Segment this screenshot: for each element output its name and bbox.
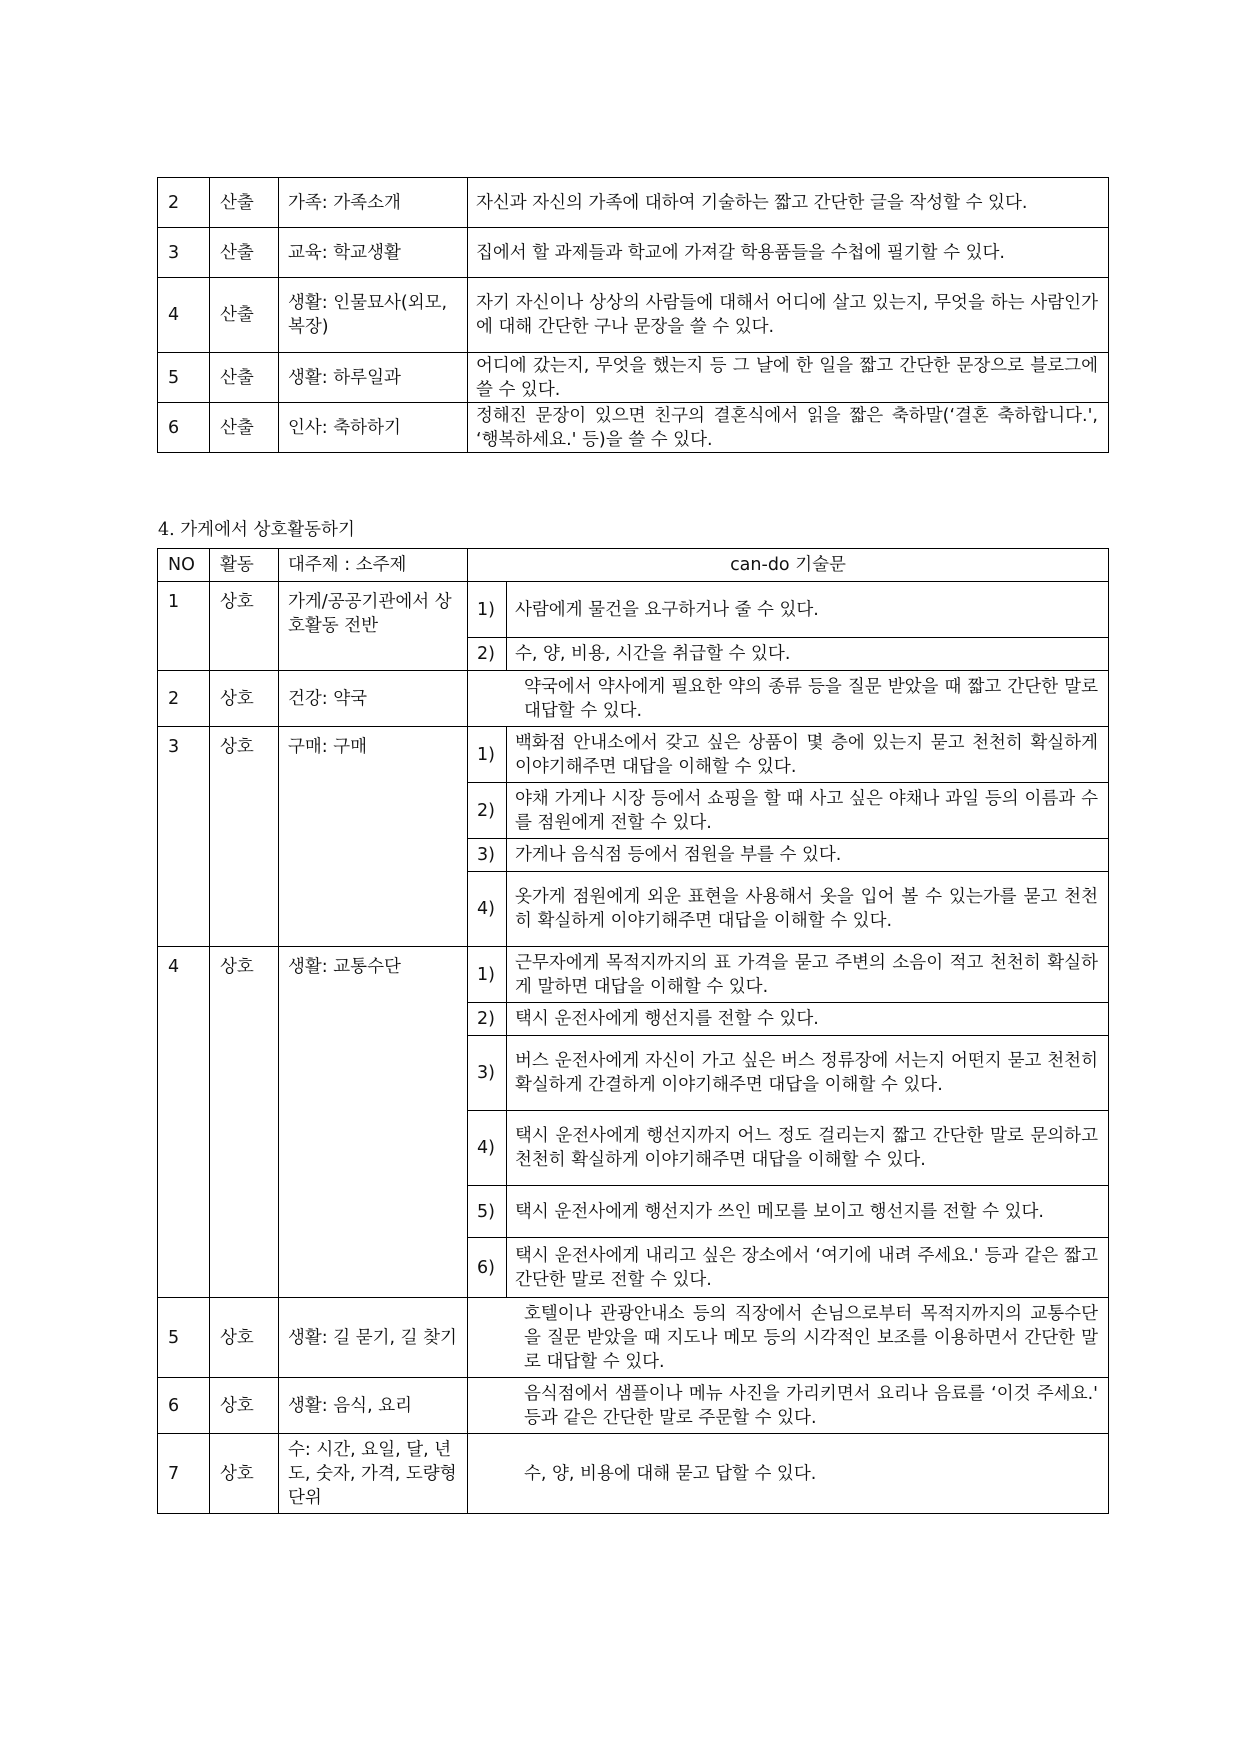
row-topic: 생활: 길 묻기, 길 찾기: [279, 1298, 468, 1378]
item-number: 6): [468, 1238, 507, 1298]
row-topic: 구매: 구매: [279, 727, 468, 947]
row-topic: 건강: 약국: [279, 671, 468, 727]
table-row: [158, 178, 1109, 228]
table-writing-tasks: [157, 177, 1109, 453]
row-topic: 교육: 학교생활: [279, 228, 468, 278]
row-number: 4: [158, 947, 210, 1298]
row-activity: 상호: [210, 671, 279, 727]
item-number: 2): [468, 638, 507, 671]
item-number: 2): [468, 1003, 507, 1036]
row-activity: 산출: [210, 403, 279, 453]
header-no: NO: [158, 549, 210, 582]
table-header-row: [158, 549, 1109, 582]
item-description: 가게나 음식점 등에서 점원을 부를 수 있다.: [507, 839, 1109, 872]
row-number: 4: [158, 278, 210, 353]
row-activity: 상호: [210, 1298, 279, 1378]
item-number: 4): [468, 872, 507, 947]
item-description: 옷가게 점원에게 외운 표현을 사용해서 옷을 입어 볼 수 있는가를 묻고 천천히 확실하게 이야기해주면 대답을 이해할 수 있다.: [507, 872, 1109, 947]
item-number: 4): [468, 1111, 507, 1186]
header-topic: 대주제 : 소주제: [279, 549, 468, 582]
row-activity: 산출: [210, 278, 279, 353]
item-number: 1): [468, 582, 507, 638]
header-description: can-do 기술문: [468, 549, 1109, 582]
row-activity: 상호: [210, 582, 279, 671]
item-description-text: 음식점에서 샘플이나 메뉴 사진을 가리키면서 요리나 음료를 ‘이것 주세요.' 등과 같은 간단한 말로 주문할 수 있다.: [524, 1383, 1098, 1428]
row-number: 5: [158, 353, 210, 403]
item-description: 백화점 안내소에서 갖고 싶은 상품이 몇 층에 있는지 묻고 천천히 확실하게 이야기해주면 대답을 이해할 수 있다.: [507, 727, 1109, 783]
item-description: [468, 1434, 1109, 1514]
item-number: 1): [468, 947, 507, 1003]
row-number: 6: [158, 1378, 210, 1434]
table-row: [158, 582, 1109, 638]
table-row: [158, 1434, 1109, 1514]
row-topic: 수: 시간, 요일, 달, 년도, 숫자, 가격, 도량형단위: [279, 1434, 468, 1514]
row-topic: 가족: 가족소개: [279, 178, 468, 228]
table-row: [158, 1378, 1109, 1434]
table-row: [158, 671, 1109, 727]
row-activity: 상호: [210, 727, 279, 947]
row-topic: 인사: 축하하기: [279, 403, 468, 453]
item-description: 근무자에게 목적지까지의 표 가격을 묻고 주변의 소음이 적고 천천히 확실하게 말하면 대답을 이해할 수 있다.: [507, 947, 1109, 1003]
row-number: 2: [158, 178, 210, 228]
item-description-text: 수, 양, 비용에 대해 묻고 답할 수 있다.: [524, 1463, 817, 1484]
item-number: 1): [468, 727, 507, 783]
item-number: 3): [468, 839, 507, 872]
item-description-text: 약국에서 약사에게 필요한 약의 종류 등을 질문 받았을 때 짧고 간단한 말로 대답할 수 있다.: [524, 676, 1098, 721]
table-row: [158, 228, 1109, 278]
row-topic: 생활: 교통수단: [279, 947, 468, 1298]
row-description: 자기 자신이나 상상의 사람들에 대해서 어디에 살고 있는지, 무엇을 하는 사람인가에 대해 간단한 구나 문장을 쓸 수 있다.: [468, 278, 1109, 353]
row-description: 어디에 갔는지, 무엇을 했는지 등 그 날에 한 일을 짧고 간단한 문장으로 블로그에 쓸 수 있다.: [468, 353, 1109, 403]
item-number: 5): [468, 1186, 507, 1238]
row-description: 집에서 할 과제들과 학교에 가져갈 학용품들을 수첩에 필기할 수 있다.: [468, 228, 1109, 278]
table-store-body: [158, 582, 1109, 1514]
row-number: 3: [158, 727, 210, 947]
row-topic: 생활: 음식, 요리: [279, 1378, 468, 1434]
row-number: 6: [158, 403, 210, 453]
item-description: 버스 운전사에게 자신이 가고 싶은 버스 정류장에 서는지 어떤지 묻고 천천히 확실하게 간결하게 이야기해주면 대답을 이해할 수 있다.: [507, 1036, 1109, 1111]
row-activity: 상호: [210, 1378, 279, 1434]
row-topic: 생활: 인물묘사(외모, 복장): [279, 278, 468, 353]
row-activity: 산출: [210, 353, 279, 403]
item-description: 택시 운전사에게 행선지까지 어느 정도 걸리는지 짧고 간단한 말로 문의하고 천천히 확실하게 이야기해주면 대답을 이해할 수 있다.: [507, 1111, 1109, 1186]
table-store-interaction: [157, 548, 1109, 1514]
item-description: 수, 양, 비용, 시간을 취급할 수 있다.: [507, 638, 1109, 671]
item-description: 택시 운전사에게 내리고 싶은 장소에서 ‘여기에 내려 주세요.' 등과 같은 짧고 간단한 말로 전할 수 있다.: [507, 1238, 1109, 1298]
item-description: 택시 운전사에게 행선지가 쓰인 메모를 보이고 행선지를 전할 수 있다.: [507, 1186, 1109, 1238]
item-description: [468, 1298, 1109, 1378]
table-row: [158, 727, 1109, 783]
table-writing-body: [158, 178, 1109, 453]
row-number: 5: [158, 1298, 210, 1378]
item-number: 2): [468, 783, 507, 839]
item-description: 야채 가게나 시장 등에서 쇼핑을 할 때 사고 싶은 야채나 과일 등의 이름과 수를 점원에게 전할 수 있다.: [507, 783, 1109, 839]
row-topic: 가게/공공기관에서 상호활동 전반: [279, 582, 468, 671]
item-description: 사람에게 물건을 요구하거나 줄 수 있다.: [507, 582, 1109, 638]
item-description: 택시 운전사에게 행선지를 전할 수 있다.: [507, 1003, 1109, 1036]
table-row: [158, 278, 1109, 353]
row-activity: 산출: [210, 178, 279, 228]
row-activity: 상호: [210, 1434, 279, 1514]
table-row: [158, 947, 1109, 1003]
item-description-text: 호텔이나 관광안내소 등의 직장에서 손님으로부터 목적지까지의 교통수단을 질문 받았을 때 지도나 메모 등의 시각적인 보조를 이용하면서 간단한 말로 대답할 수 있다.: [524, 1303, 1098, 1372]
row-topic: 생활: 하루일과: [279, 353, 468, 403]
table-row: [158, 403, 1109, 453]
row-number: 2: [158, 671, 210, 727]
item-description: [468, 671, 1109, 727]
table-row: [158, 1298, 1109, 1378]
item-number: 3): [468, 1036, 507, 1111]
row-description: 자신과 자신의 가족에 대하여 기술하는 짧고 간단한 글을 작성할 수 있다.: [468, 178, 1109, 228]
row-description: 정해진 문장이 있으면 친구의 결혼식에서 읽을 짧은 축하말(‘결혼 축하합니다.', ‘행복하세요.' 등)을 쓸 수 있다.: [468, 403, 1109, 453]
row-number: 7: [158, 1434, 210, 1514]
row-number: 3: [158, 228, 210, 278]
table-row: [158, 353, 1109, 403]
section-heading: 4. 가게에서 상호활동하기: [158, 520, 355, 540]
row-activity: 상호: [210, 947, 279, 1298]
row-number: 1: [158, 582, 210, 671]
item-description: [468, 1378, 1109, 1434]
header-activity: 활동: [210, 549, 279, 582]
row-activity: 산출: [210, 228, 279, 278]
